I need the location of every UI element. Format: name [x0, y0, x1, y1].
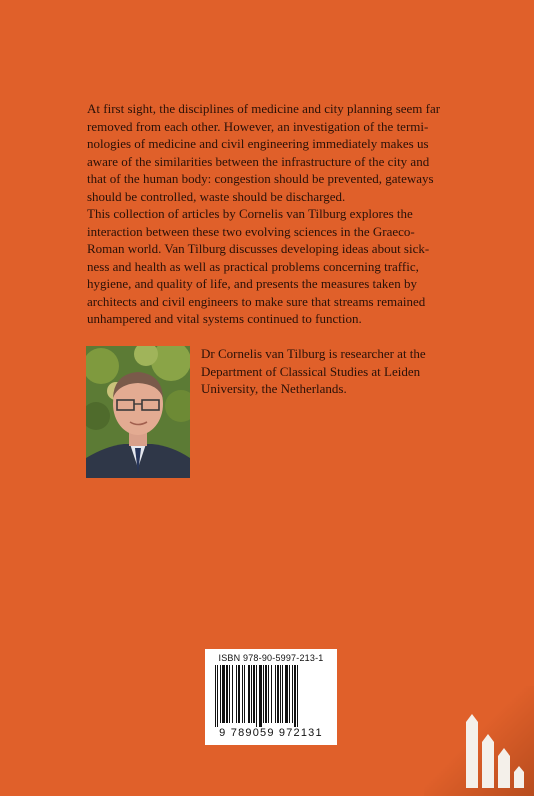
barcode-bar — [297, 665, 298, 727]
barcode-bar — [222, 665, 225, 723]
barcode-bar — [271, 665, 272, 723]
blurb-line: ness and health as well as practical problems concerning traffic, — [87, 258, 419, 274]
barcode-bar — [248, 665, 250, 723]
barcode-bar — [229, 665, 230, 723]
blurb-line: This collection of articles by Cornelis van Tilburg explores the — [87, 206, 413, 221]
barcode-bar — [253, 665, 255, 723]
book-spine-logo-icon — [464, 712, 524, 788]
author-bio-line: Department of Classical Studies at Leiden — [201, 363, 421, 379]
barcode-bar — [251, 665, 252, 723]
barcode-bars — [215, 665, 327, 727]
isbn-barcode — [205, 649, 337, 745]
blurb-line: hygiene, and quality of life, and presents the measures taken by — [87, 276, 417, 291]
barcode-bar — [282, 665, 283, 723]
author-bio — [201, 345, 463, 398]
barcode-bar — [268, 665, 269, 723]
barcode-bar — [280, 665, 281, 723]
barcode-bar — [232, 665, 233, 723]
author-bio-line: University, the Netherlands. — [201, 381, 347, 396]
author-portrait-illustration — [86, 346, 190, 478]
blurb-line: that of the human body: congestion should be prevented, gateways — [87, 171, 434, 186]
barcode-bar — [285, 665, 288, 723]
barcode-bar — [259, 665, 262, 727]
barcode-bar — [289, 665, 290, 723]
barcode-bar — [265, 665, 267, 723]
blurb-line: At first sight, the disciplines of medicine and city planning seem far — [87, 101, 441, 116]
barcode-digits: 9 789059 972131 — [219, 727, 323, 739]
blurb-line: aware of the similarities between the infrastructure of the city and — [87, 153, 430, 169]
author-photo — [86, 346, 190, 478]
barcode-bar — [242, 665, 243, 723]
blurb-line: unhampered and vital systems continued to function. — [87, 311, 362, 326]
barcode-bar — [277, 665, 279, 723]
barcode-bar — [275, 665, 276, 723]
blurb-line: architects and civil engineers to make sure that streams remained — [87, 293, 426, 309]
back-cover-blurb — [87, 100, 463, 328]
barcode-bar — [292, 665, 293, 723]
blurb-line: nologies of medicine and civil engineering immediately makes us — [87, 136, 429, 151]
blurb-line: removed from each other. However, an investigation of the termi- — [87, 118, 429, 134]
barcode-bar — [244, 665, 245, 723]
barcode-bar — [263, 665, 264, 723]
barcode-bar — [294, 665, 296, 727]
isbn-label: ISBN 978-90-5997-213-1 — [218, 653, 324, 663]
barcode-bar — [226, 665, 228, 723]
barcode-bar — [220, 665, 221, 723]
blurb-line: should be controlled, waste should be discharged. — [87, 188, 346, 204]
author-bio-line: Dr Cornelis van Tilburg is researcher at the — [201, 346, 426, 361]
barcode-bar — [236, 665, 237, 723]
barcode-bar — [238, 665, 240, 723]
barcode-bar — [256, 665, 257, 727]
barcode-bar — [217, 665, 218, 727]
blurb-line: interaction between these two evolving sciences in the Graeco- — [87, 223, 415, 239]
blurb-line: Roman world. Van Tilburg discusses developing ideas about sick- — [87, 241, 430, 256]
barcode-bar — [215, 665, 216, 727]
